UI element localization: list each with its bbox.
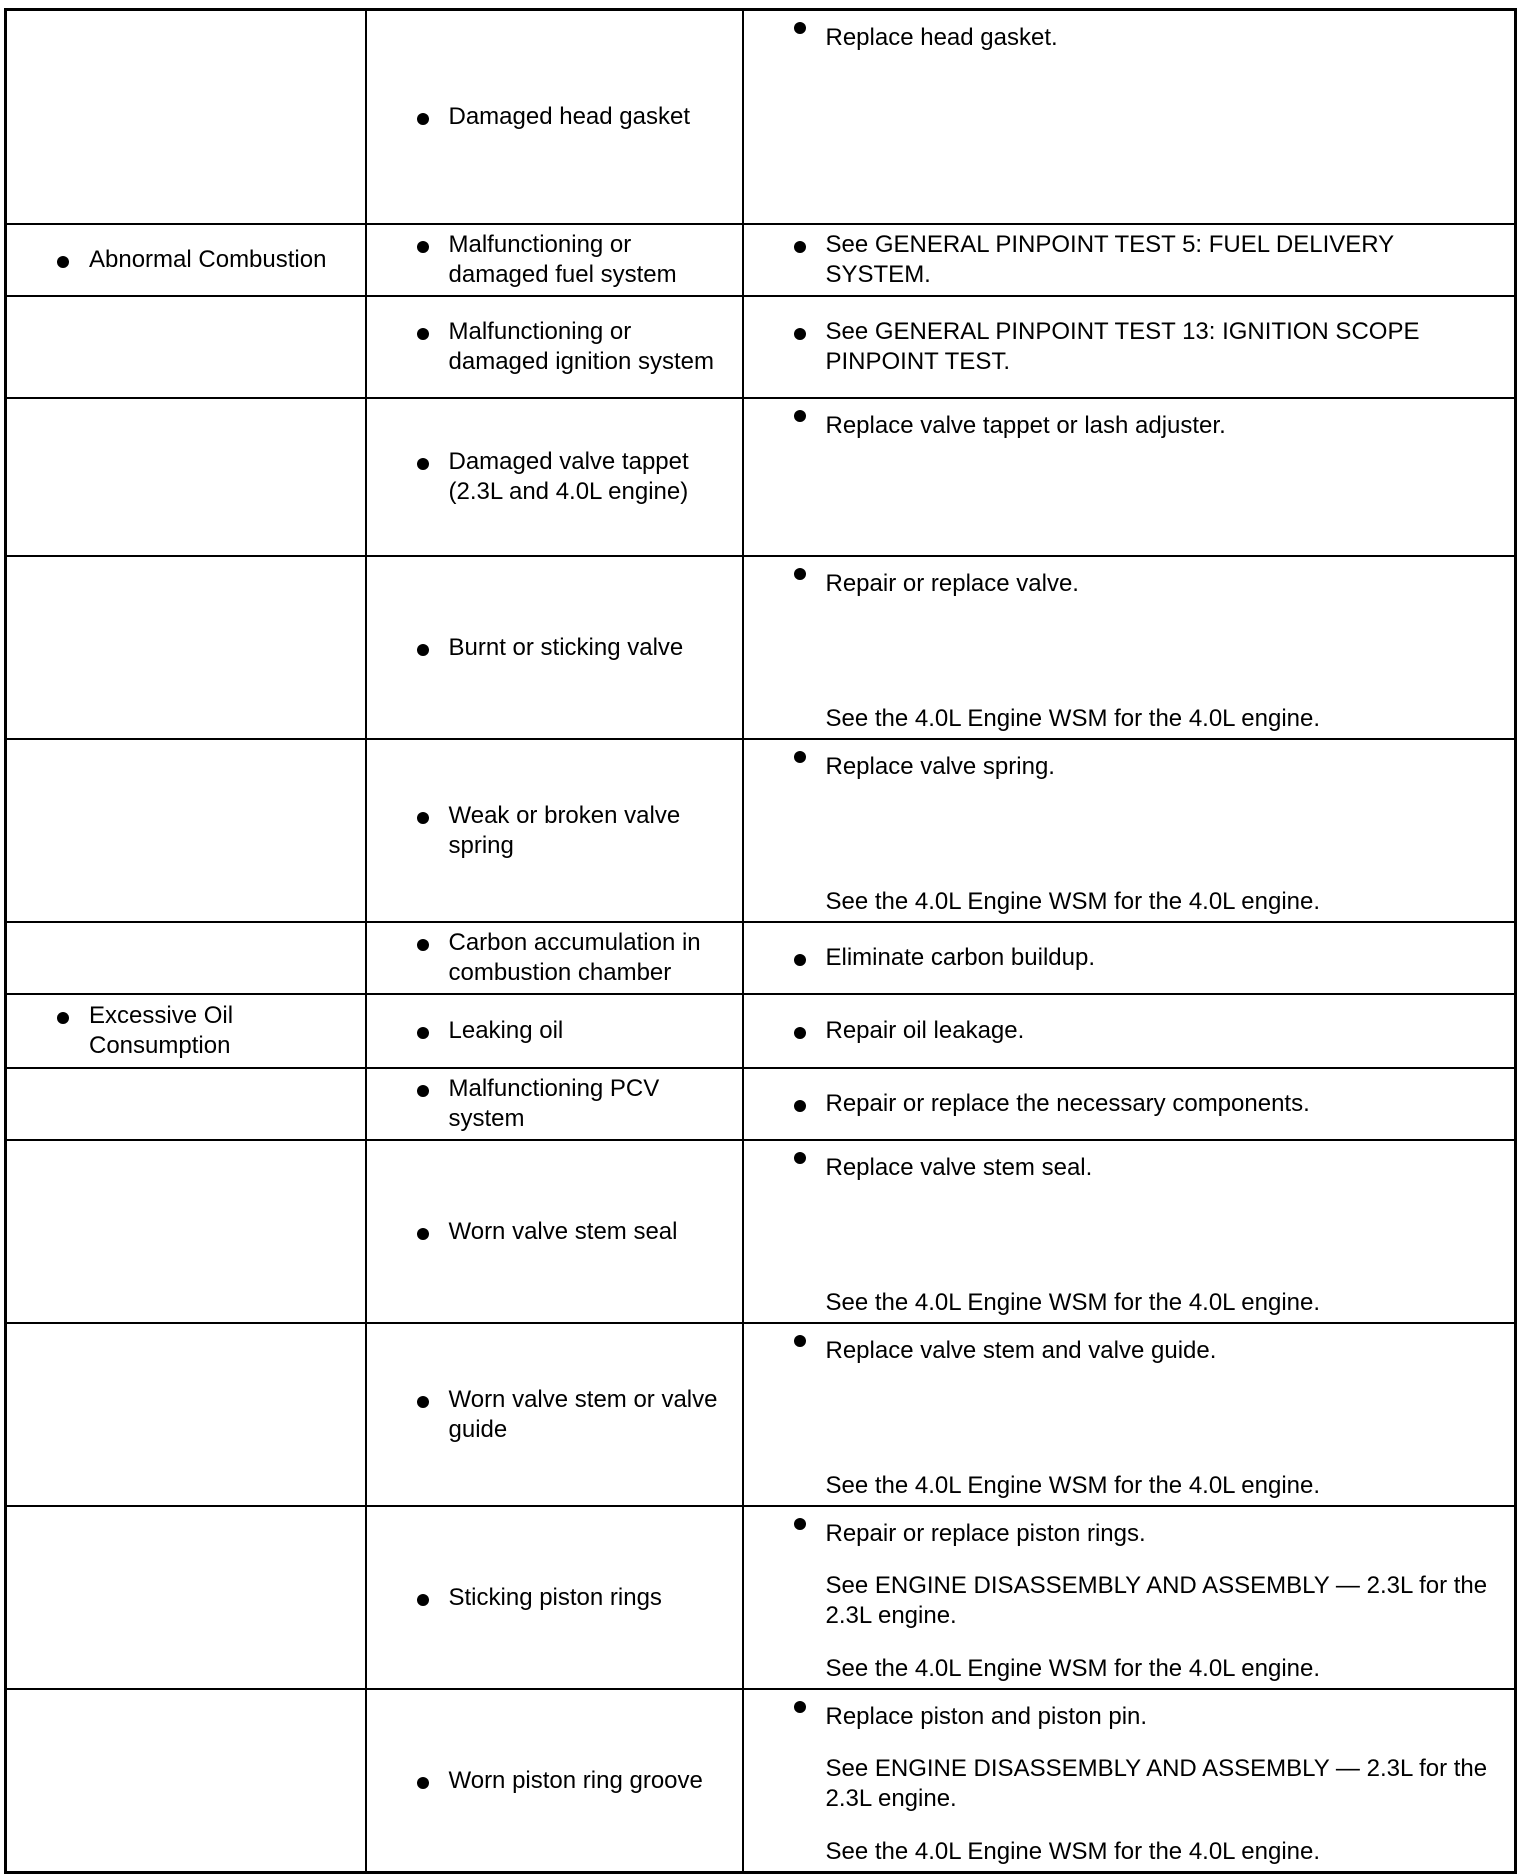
- symptom-cell: [6, 296, 366, 398]
- table-row: [6, 398, 1516, 556]
- action-cell: [743, 10, 1516, 225]
- cause-text: Damaged valve tappet (2.3L and 4.0L engine): [367, 447, 742, 507]
- action-text: Repair or replace the necessary components.: [744, 1089, 1324, 1119]
- symptom-text: Abnormal Combustion: [7, 245, 340, 275]
- cause-text: Sticking piston rings: [367, 1583, 676, 1613]
- cause-text: Malfunctioning or damaged fuel system: [367, 230, 742, 290]
- table-row: [6, 994, 1516, 1068]
- table-row: [6, 922, 1516, 994]
- action-cell: [743, 1689, 1516, 1873]
- action-cell: [743, 1323, 1516, 1506]
- action-text: Eliminate carbon buildup.: [744, 943, 1110, 973]
- cause-text: Worn valve stem or valve guide: [367, 1385, 742, 1445]
- cause-cell: [366, 224, 743, 296]
- symptom-cell: [6, 398, 366, 556]
- table-row: [6, 1506, 1516, 1689]
- action-note: See the 4.0L Engine WSM for the 4.0L engine.: [825, 888, 1321, 915]
- cause-cell: [366, 739, 743, 922]
- symptom-cell: [6, 922, 366, 994]
- cause-cell: [366, 922, 743, 994]
- action-note: See the 4.0L Engine WSM for the 4.0L engine.: [825, 1655, 1321, 1682]
- action-cell: [743, 1068, 1516, 1140]
- action-cell: [743, 994, 1516, 1068]
- action-cell: [743, 224, 1516, 296]
- cause-cell: [366, 10, 743, 225]
- table-row: [6, 556, 1516, 739]
- symptom-cell: [6, 556, 366, 739]
- table-row: [6, 224, 1516, 296]
- action-text: Repair oil leakage.: [744, 1016, 1039, 1046]
- cause-cell: [366, 296, 743, 398]
- table-row: [6, 1140, 1516, 1323]
- table-row: [6, 1689, 1516, 1873]
- cause-text: Malfunctioning or damaged ignition system: [367, 317, 742, 377]
- cause-text: Leaking oil: [367, 1016, 578, 1046]
- cause-text: Weak or broken valve spring: [367, 801, 742, 861]
- table-row: [6, 739, 1516, 922]
- cause-cell: [366, 1140, 743, 1323]
- table-row: [6, 10, 1516, 225]
- action-cell: [743, 1140, 1516, 1323]
- cause-text: Carbon accumulation in combustion chamber: [367, 928, 742, 988]
- symptom-cell: [6, 994, 366, 1068]
- cause-cell: [366, 1506, 743, 1689]
- action-note: See the 4.0L Engine WSM for the 4.0L engine.: [825, 705, 1321, 732]
- cause-text: Malfunctioning PCV system: [367, 1074, 742, 1134]
- cause-text: Worn piston ring groove: [367, 1766, 717, 1796]
- action-cell: [743, 922, 1516, 994]
- action-note: See the 4.0L Engine WSM for the 4.0L engine.: [825, 1289, 1321, 1316]
- cause-text: Damaged head gasket: [367, 102, 705, 132]
- action-text: Repair or replace valve.: [744, 557, 1515, 599]
- cause-cell: [366, 1068, 743, 1140]
- cause-text: Burnt or sticking valve: [367, 633, 698, 663]
- action-cell: [743, 296, 1516, 398]
- action-text: Replace head gasket.: [744, 11, 1515, 53]
- symptom-cell: [6, 1323, 366, 1506]
- action-cell: [743, 739, 1516, 922]
- action-text: Replace valve tappet or lash adjuster.: [744, 399, 1515, 441]
- symptom-cell: [6, 10, 366, 225]
- symptom-cell: [6, 1689, 366, 1873]
- cause-cell: [366, 398, 743, 556]
- symptom-cell: [6, 1506, 366, 1689]
- diagnosis-table: [4, 8, 1517, 1874]
- action-text: See GENERAL PINPOINT TEST 5: FUEL DELIVERY SYSTEM.: [744, 230, 1515, 290]
- symptom-text: Excessive Oil Consumption: [7, 1001, 365, 1061]
- cause-cell: [366, 556, 743, 739]
- action-text: See GENERAL PINPOINT TEST 13: IGNITION SCOPE PINPOINT TEST.: [744, 317, 1515, 377]
- cause-cell: [366, 1323, 743, 1506]
- action-text: Repair or replace piston rings.: [744, 1507, 1515, 1549]
- symptom-cell: [6, 224, 366, 296]
- cause-cell: [366, 994, 743, 1068]
- action-note: See the 4.0L Engine WSM for the 4.0L engine.: [825, 1472, 1321, 1499]
- action-note: See ENGINE DISASSEMBLY AND ASSEMBLY — 2.3L for the 2.3L engine.: [825, 1755, 1488, 1812]
- cause-text: Worn valve stem seal: [367, 1217, 692, 1247]
- table-row: [6, 296, 1516, 398]
- table-row: [6, 1323, 1516, 1506]
- symptom-cell: [6, 1140, 366, 1323]
- action-note: See ENGINE DISASSEMBLY AND ASSEMBLY — 2.3L for the 2.3L engine.: [825, 1572, 1488, 1629]
- symptom-cell: [6, 1068, 366, 1140]
- action-text: Replace valve spring.: [744, 740, 1515, 782]
- action-cell: [743, 398, 1516, 556]
- action-cell: [743, 556, 1516, 739]
- symptom-cell: [6, 739, 366, 922]
- action-text: Replace piston and piston pin.: [744, 1690, 1515, 1732]
- cause-cell: [366, 1689, 743, 1873]
- action-text: Replace valve stem seal.: [744, 1141, 1515, 1183]
- table-row: [6, 1068, 1516, 1140]
- action-text: Replace valve stem and valve guide.: [744, 1324, 1515, 1366]
- action-note: See the 4.0L Engine WSM for the 4.0L engine.: [825, 1838, 1321, 1865]
- action-cell: [743, 1506, 1516, 1689]
